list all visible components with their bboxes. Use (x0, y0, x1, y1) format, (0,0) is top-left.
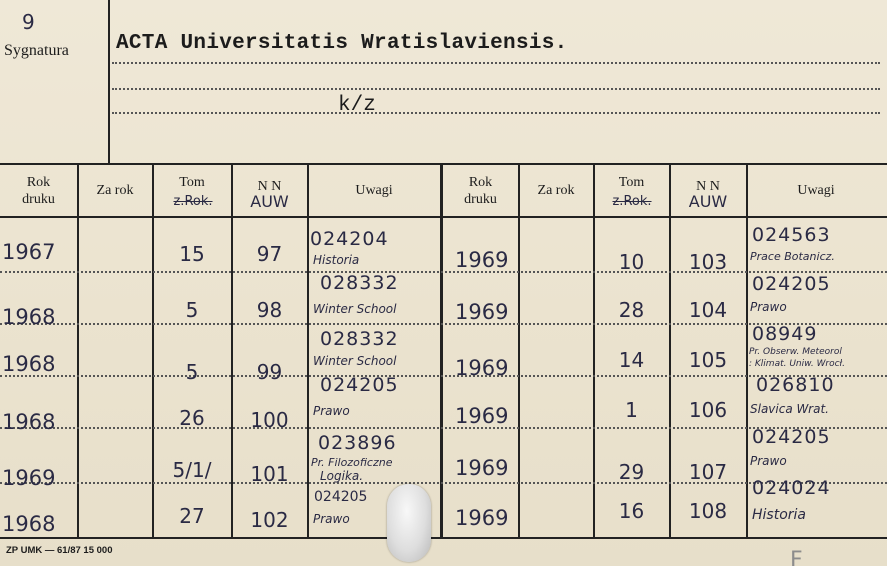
rok-druku-cell: 1969 (455, 404, 509, 428)
corner-number: 9 (22, 10, 35, 34)
tom-cell: 15 (179, 242, 205, 266)
rok-druku-cell: 1968 (2, 410, 56, 434)
uwagi-code: 024205 (752, 273, 831, 295)
nn-cell: 105 (688, 348, 728, 372)
uwagi-code: 028332 (320, 328, 399, 350)
rok-druku-cell: 1968 (2, 352, 56, 376)
uwagi-code: 028332 (320, 272, 399, 294)
nn-cell: 106 (688, 398, 728, 422)
header-za-rok: Za rok (537, 183, 575, 198)
nn-cell: 99 (256, 360, 283, 384)
uwagi-note: Prawo (750, 300, 787, 314)
header-nn: N N (696, 179, 720, 194)
header-nn: N N (257, 179, 282, 194)
uwagi-code: 024205 (314, 489, 368, 505)
tom-cell: 16 (618, 499, 645, 523)
uwagi-code: 024204 (310, 228, 389, 250)
uwagi-note-line2: Logika. (320, 469, 364, 483)
rok-druku-cell: 1968 (2, 305, 56, 329)
header-nn-note: AUW (250, 192, 289, 211)
header-tom: Tom (179, 175, 205, 190)
uwagi-note: Prawo (750, 454, 787, 468)
rok-druku-cell: 1969 (455, 456, 509, 480)
uwagi-note: Historia (752, 507, 806, 523)
rok-druku-cell: 1969 (455, 248, 509, 272)
dotted-line (112, 88, 880, 90)
card-footer: ZP UMK — 61/87 15 000 (6, 545, 113, 556)
subtitle-dotted-line (112, 112, 880, 114)
uwagi-note-line2: : Klimat. Uniw. Wrocł. (749, 359, 845, 369)
nn-cell: 107 (688, 460, 728, 484)
nn-cell: 108 (688, 499, 728, 523)
uwagi-note: Prawo (313, 404, 350, 418)
uwagi-note: Pr. Obserw. Meteorol (749, 347, 842, 357)
uwagi-note: Prawo (313, 512, 350, 526)
uwagi-code: 024024 (752, 477, 831, 499)
corner-mark: F (790, 548, 803, 566)
nn-cell: 102 (250, 508, 289, 532)
nn-cell: 100 (250, 408, 289, 432)
tom-cell: 5/1/ (172, 458, 212, 482)
rok-druku-cell: 1967 (2, 240, 56, 264)
uwagi-code: 023896 (318, 432, 397, 454)
card-title: ACTA Universitatis Wratislaviensis. (116, 32, 568, 55)
nn-cell: 97 (256, 242, 283, 266)
uwagi-note: Prace Botanicz. (750, 250, 835, 263)
header-nn-note: AUW (688, 192, 728, 211)
uwagi-note: Historia (313, 253, 360, 267)
rok-druku-cell: 1969 (455, 356, 509, 380)
signature-label: Sygnatura (4, 42, 69, 59)
table-header-border (0, 216, 887, 218)
uwagi-code: 08949 (752, 323, 818, 345)
nn-cell: 103 (688, 250, 728, 274)
signature-divider (108, 0, 110, 164)
uwagi-code: 026810 (756, 374, 835, 396)
uwagi-note: Winter School (313, 354, 397, 368)
tom-cell: 26 (179, 406, 205, 430)
rok-druku-cell: 1969 (455, 300, 509, 324)
table-top-border (0, 163, 887, 165)
rok-druku-cell: 1969 (2, 466, 56, 490)
nn-cell: 101 (250, 462, 289, 486)
uwagi-note: Pr. Filozoficzne (311, 456, 393, 469)
table-bottom-border (0, 537, 887, 539)
uwagi-note: Slavica Wrat. (750, 402, 829, 416)
tom-cell: 1 (625, 398, 638, 422)
title-dotted-line (112, 62, 880, 64)
row-separator (0, 375, 887, 377)
tom-cell: 5 (185, 360, 199, 384)
uwagi-code: 024205 (320, 374, 399, 396)
nn-cell: 104 (688, 298, 728, 322)
header-rok-druku: Rok druku (22, 175, 55, 207)
rok-druku-cell: 1969 (455, 506, 509, 530)
uwagi-code: 024563 (752, 224, 831, 246)
card-subtitle: k/z (338, 94, 376, 117)
tom-cell: 28 (618, 298, 645, 322)
punch-hole (387, 484, 431, 562)
tom-cell: 5 (185, 298, 199, 322)
tom-cell: 14 (618, 348, 645, 372)
uwagi-note: Winter School (313, 302, 397, 316)
header-rok-druku: Rok druku (464, 175, 497, 207)
header-uwagi: Uwagi (355, 183, 393, 198)
header-uwagi: Uwagi (797, 183, 835, 198)
header-za-rok: Za rok (96, 183, 134, 198)
tom-cell: 10 (618, 250, 645, 274)
rok-druku-cell: 1968 (2, 512, 56, 536)
uwagi-code: 024205 (752, 426, 831, 448)
header-tom-note: z.Rok. (612, 194, 652, 209)
tom-cell: 29 (618, 460, 645, 484)
nn-cell: 98 (256, 298, 283, 322)
header-tom: Tom (618, 175, 645, 190)
tom-cell: 27 (179, 504, 205, 528)
header-tom-note: z.Rok. (173, 194, 213, 209)
